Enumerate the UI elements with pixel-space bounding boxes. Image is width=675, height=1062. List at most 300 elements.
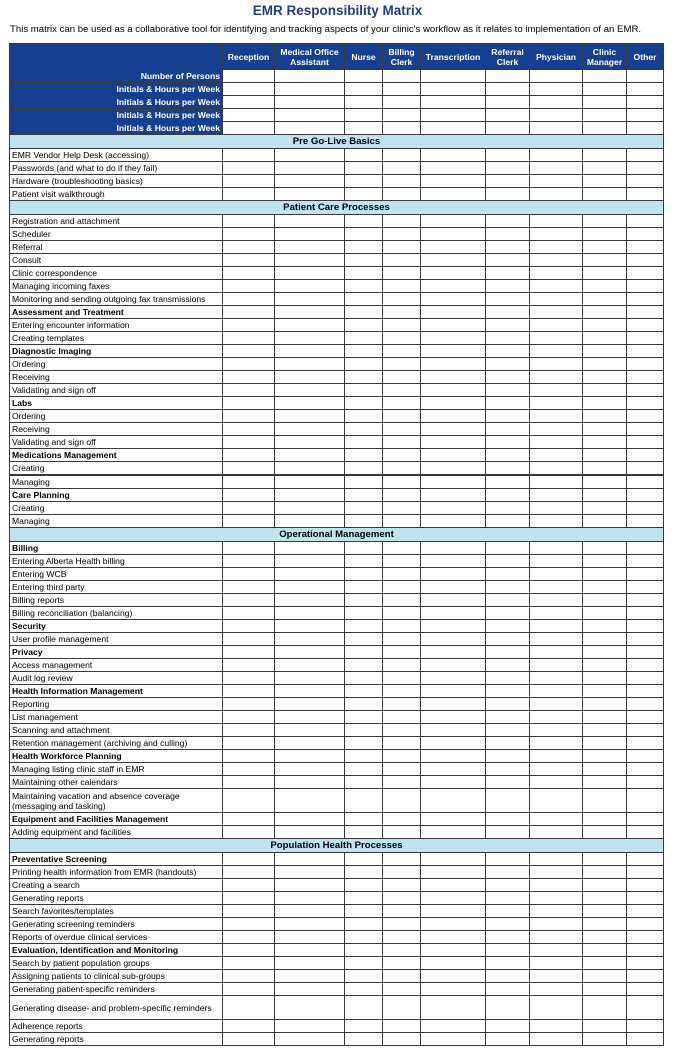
matrix-cell[interactable] (345, 789, 383, 813)
matrix-cell[interactable] (223, 109, 275, 122)
matrix-cell[interactable] (421, 931, 486, 944)
matrix-cell[interactable] (486, 826, 530, 839)
matrix-cell[interactable] (486, 384, 530, 397)
matrix-cell[interactable] (275, 957, 345, 970)
matrix-cell[interactable] (383, 215, 421, 228)
matrix-cell[interactable] (421, 332, 486, 345)
matrix-cell[interactable] (383, 685, 421, 698)
matrix-cell[interactable] (583, 724, 627, 737)
matrix-cell[interactable] (275, 633, 345, 646)
matrix-cell[interactable] (627, 892, 664, 905)
matrix-cell[interactable] (530, 306, 583, 319)
matrix-cell[interactable] (530, 685, 583, 698)
matrix-cell[interactable] (530, 607, 583, 620)
matrix-cell[interactable] (345, 449, 383, 462)
matrix-cell[interactable] (627, 789, 664, 813)
matrix-cell[interactable] (530, 905, 583, 918)
matrix-cell[interactable] (486, 996, 530, 1020)
matrix-cell[interactable] (627, 633, 664, 646)
matrix-cell[interactable] (383, 568, 421, 581)
matrix-cell[interactable] (223, 594, 275, 607)
matrix-cell[interactable] (223, 306, 275, 319)
matrix-cell[interactable] (486, 879, 530, 892)
matrix-cell[interactable] (421, 149, 486, 162)
matrix-cell[interactable] (583, 70, 627, 83)
matrix-cell[interactable] (345, 607, 383, 620)
matrix-cell[interactable] (275, 293, 345, 306)
matrix-cell[interactable] (486, 423, 530, 436)
matrix-cell[interactable] (223, 879, 275, 892)
matrix-cell[interactable] (486, 70, 530, 83)
matrix-cell[interactable] (223, 397, 275, 410)
matrix-cell[interactable] (223, 345, 275, 358)
matrix-cell[interactable] (383, 659, 421, 672)
matrix-cell[interactable] (345, 763, 383, 776)
matrix-cell[interactable] (345, 853, 383, 866)
matrix-cell[interactable] (345, 776, 383, 789)
matrix-cell[interactable] (583, 659, 627, 672)
matrix-cell[interactable] (223, 449, 275, 462)
matrix-cell[interactable] (486, 568, 530, 581)
matrix-cell[interactable] (275, 970, 345, 983)
matrix-cell[interactable] (627, 957, 664, 970)
matrix-cell[interactable] (530, 996, 583, 1020)
matrix-cell[interactable] (486, 813, 530, 826)
matrix-cell[interactable] (275, 931, 345, 944)
matrix-cell[interactable] (383, 594, 421, 607)
matrix-cell[interactable] (583, 866, 627, 879)
matrix-cell[interactable] (486, 215, 530, 228)
matrix-cell[interactable] (421, 620, 486, 633)
matrix-cell[interactable] (530, 555, 583, 568)
matrix-cell[interactable] (275, 737, 345, 750)
matrix-cell[interactable] (583, 423, 627, 436)
matrix-cell[interactable] (583, 319, 627, 332)
matrix-cell[interactable] (345, 332, 383, 345)
matrix-cell[interactable] (530, 789, 583, 813)
matrix-cell[interactable] (275, 646, 345, 659)
matrix-cell[interactable] (627, 918, 664, 931)
matrix-cell[interactable] (275, 711, 345, 724)
matrix-cell[interactable] (530, 568, 583, 581)
matrix-cell[interactable] (223, 319, 275, 332)
matrix-cell[interactable] (223, 83, 275, 96)
matrix-cell[interactable] (223, 241, 275, 254)
matrix-cell[interactable] (486, 892, 530, 905)
matrix-cell[interactable] (583, 698, 627, 711)
matrix-cell[interactable] (275, 515, 345, 528)
matrix-cell[interactable] (421, 970, 486, 983)
matrix-cell[interactable] (486, 175, 530, 188)
matrix-cell[interactable] (486, 763, 530, 776)
matrix-cell[interactable] (223, 436, 275, 449)
matrix-cell[interactable] (421, 646, 486, 659)
matrix-cell[interactable] (530, 397, 583, 410)
matrix-cell[interactable] (583, 685, 627, 698)
matrix-cell[interactable] (275, 918, 345, 931)
matrix-cell[interactable] (583, 228, 627, 241)
matrix-cell[interactable] (421, 659, 486, 672)
matrix-cell[interactable] (345, 162, 383, 175)
matrix-cell[interactable] (383, 931, 421, 944)
matrix-cell[interactable] (530, 853, 583, 866)
matrix-cell[interactable] (275, 109, 345, 122)
matrix-cell[interactable] (383, 698, 421, 711)
matrix-cell[interactable] (383, 944, 421, 957)
matrix-cell[interactable] (345, 944, 383, 957)
matrix-cell[interactable] (530, 866, 583, 879)
matrix-cell[interactable] (383, 502, 421, 515)
matrix-cell[interactable] (383, 345, 421, 358)
matrix-cell[interactable] (345, 70, 383, 83)
matrix-cell[interactable] (583, 1033, 627, 1046)
matrix-cell[interactable] (486, 1020, 530, 1033)
matrix-cell[interactable] (530, 633, 583, 646)
matrix-cell[interactable] (345, 228, 383, 241)
matrix-cell[interactable] (345, 996, 383, 1020)
matrix-cell[interactable] (345, 358, 383, 371)
matrix-cell[interactable] (421, 83, 486, 96)
matrix-cell[interactable] (275, 358, 345, 371)
matrix-cell[interactable] (345, 633, 383, 646)
matrix-cell[interactable] (383, 866, 421, 879)
matrix-cell[interactable] (583, 293, 627, 306)
matrix-cell[interactable] (421, 555, 486, 568)
matrix-cell[interactable] (486, 149, 530, 162)
matrix-cell[interactable] (275, 983, 345, 996)
matrix-cell[interactable] (345, 659, 383, 672)
matrix-cell[interactable] (421, 957, 486, 970)
matrix-cell[interactable] (583, 241, 627, 254)
matrix-cell[interactable] (421, 826, 486, 839)
matrix-cell[interactable] (383, 711, 421, 724)
matrix-cell[interactable] (530, 175, 583, 188)
matrix-cell[interactable] (275, 332, 345, 345)
matrix-cell[interactable] (275, 449, 345, 462)
matrix-cell[interactable] (421, 879, 486, 892)
matrix-cell[interactable] (627, 293, 664, 306)
matrix-cell[interactable] (421, 568, 486, 581)
matrix-cell[interactable] (421, 215, 486, 228)
matrix-cell[interactable] (486, 853, 530, 866)
matrix-cell[interactable] (345, 475, 383, 489)
matrix-cell[interactable] (345, 489, 383, 502)
matrix-cell[interactable] (345, 711, 383, 724)
matrix-cell[interactable] (275, 122, 345, 135)
matrix-cell[interactable] (345, 254, 383, 267)
matrix-cell[interactable] (383, 763, 421, 776)
matrix-cell[interactable] (383, 970, 421, 983)
matrix-cell[interactable] (583, 568, 627, 581)
matrix-cell[interactable] (275, 436, 345, 449)
matrix-cell[interactable] (275, 685, 345, 698)
matrix-cell[interactable] (223, 332, 275, 345)
matrix-cell[interactable] (583, 555, 627, 568)
matrix-cell[interactable] (486, 542, 530, 555)
matrix-cell[interactable] (627, 813, 664, 826)
matrix-cell[interactable] (383, 319, 421, 332)
matrix-cell[interactable] (223, 931, 275, 944)
matrix-cell[interactable] (345, 737, 383, 750)
matrix-cell[interactable] (421, 698, 486, 711)
matrix-cell[interactable] (223, 581, 275, 594)
matrix-cell[interactable] (486, 228, 530, 241)
matrix-cell[interactable] (530, 763, 583, 776)
matrix-cell[interactable] (345, 970, 383, 983)
matrix-cell[interactable] (383, 293, 421, 306)
matrix-cell[interactable] (530, 489, 583, 502)
matrix-cell[interactable] (530, 384, 583, 397)
matrix-cell[interactable] (345, 397, 383, 410)
matrix-cell[interactable] (223, 737, 275, 750)
matrix-cell[interactable] (421, 594, 486, 607)
matrix-cell[interactable] (421, 1033, 486, 1046)
matrix-cell[interactable] (627, 750, 664, 763)
matrix-cell[interactable] (223, 568, 275, 581)
matrix-cell[interactable] (383, 853, 421, 866)
matrix-cell[interactable] (383, 737, 421, 750)
matrix-cell[interactable] (530, 345, 583, 358)
matrix-cell[interactable] (627, 620, 664, 633)
matrix-cell[interactable] (627, 763, 664, 776)
matrix-cell[interactable] (383, 371, 421, 384)
matrix-cell[interactable] (421, 436, 486, 449)
matrix-cell[interactable] (345, 215, 383, 228)
matrix-cell[interactable] (627, 568, 664, 581)
matrix-cell[interactable] (627, 594, 664, 607)
matrix-cell[interactable] (275, 750, 345, 763)
matrix-cell[interactable] (383, 983, 421, 996)
matrix-cell[interactable] (223, 384, 275, 397)
matrix-cell[interactable] (383, 188, 421, 201)
matrix-cell[interactable] (627, 397, 664, 410)
matrix-cell[interactable] (530, 659, 583, 672)
matrix-cell[interactable] (421, 109, 486, 122)
matrix-cell[interactable] (486, 358, 530, 371)
matrix-cell[interactable] (223, 853, 275, 866)
matrix-cell[interactable] (275, 763, 345, 776)
matrix-cell[interactable] (383, 892, 421, 905)
matrix-cell[interactable] (486, 866, 530, 879)
matrix-cell[interactable] (223, 633, 275, 646)
matrix-cell[interactable] (421, 750, 486, 763)
matrix-cell[interactable] (275, 1033, 345, 1046)
matrix-cell[interactable] (583, 358, 627, 371)
matrix-cell[interactable] (421, 853, 486, 866)
matrix-cell[interactable] (345, 306, 383, 319)
matrix-cell[interactable] (530, 1033, 583, 1046)
matrix-cell[interactable] (345, 1033, 383, 1046)
matrix-cell[interactable] (583, 620, 627, 633)
matrix-cell[interactable] (583, 918, 627, 931)
matrix-cell[interactable] (421, 905, 486, 918)
matrix-cell[interactable] (275, 319, 345, 332)
matrix-cell[interactable] (275, 866, 345, 879)
matrix-cell[interactable] (627, 776, 664, 789)
matrix-cell[interactable] (486, 711, 530, 724)
matrix-cell[interactable] (421, 122, 486, 135)
matrix-cell[interactable] (383, 776, 421, 789)
matrix-cell[interactable] (345, 568, 383, 581)
matrix-cell[interactable] (530, 698, 583, 711)
matrix-cell[interactable] (345, 581, 383, 594)
matrix-cell[interactable] (421, 866, 486, 879)
matrix-cell[interactable] (345, 515, 383, 528)
matrix-cell[interactable] (275, 215, 345, 228)
matrix-cell[interactable] (627, 122, 664, 135)
matrix-cell[interactable] (627, 724, 664, 737)
matrix-cell[interactable] (486, 489, 530, 502)
matrix-cell[interactable] (383, 410, 421, 423)
matrix-cell[interactable] (223, 776, 275, 789)
matrix-cell[interactable] (275, 228, 345, 241)
matrix-cell[interactable] (345, 96, 383, 109)
matrix-cell[interactable] (345, 436, 383, 449)
matrix-cell[interactable] (486, 944, 530, 957)
matrix-cell[interactable] (583, 672, 627, 685)
matrix-cell[interactable] (421, 607, 486, 620)
matrix-cell[interactable] (223, 423, 275, 436)
matrix-cell[interactable] (627, 646, 664, 659)
matrix-cell[interactable] (486, 983, 530, 996)
matrix-cell[interactable] (421, 489, 486, 502)
matrix-cell[interactable] (383, 280, 421, 293)
matrix-cell[interactable] (275, 996, 345, 1020)
matrix-cell[interactable] (627, 711, 664, 724)
matrix-cell[interactable] (421, 737, 486, 750)
matrix-cell[interactable] (421, 175, 486, 188)
matrix-cell[interactable] (583, 345, 627, 358)
matrix-cell[interactable] (421, 397, 486, 410)
matrix-cell[interactable] (486, 306, 530, 319)
matrix-cell[interactable] (627, 254, 664, 267)
matrix-cell[interactable] (486, 397, 530, 410)
matrix-cell[interactable] (223, 542, 275, 555)
matrix-cell[interactable] (530, 594, 583, 607)
matrix-cell[interactable] (583, 306, 627, 319)
matrix-cell[interactable] (627, 358, 664, 371)
matrix-cell[interactable] (530, 228, 583, 241)
matrix-cell[interactable] (223, 672, 275, 685)
matrix-cell[interactable] (583, 581, 627, 594)
matrix-cell[interactable] (421, 918, 486, 931)
matrix-cell[interactable] (383, 122, 421, 135)
matrix-cell[interactable] (383, 83, 421, 96)
matrix-cell[interactable] (583, 371, 627, 384)
matrix-cell[interactable] (627, 996, 664, 1020)
matrix-cell[interactable] (530, 423, 583, 436)
matrix-cell[interactable] (275, 879, 345, 892)
matrix-cell[interactable] (486, 776, 530, 789)
matrix-cell[interactable] (421, 371, 486, 384)
matrix-cell[interactable] (583, 957, 627, 970)
matrix-cell[interactable] (627, 489, 664, 502)
matrix-cell[interactable] (627, 931, 664, 944)
matrix-cell[interactable] (530, 215, 583, 228)
matrix-cell[interactable] (530, 542, 583, 555)
matrix-cell[interactable] (275, 267, 345, 280)
matrix-cell[interactable] (275, 241, 345, 254)
matrix-cell[interactable] (383, 542, 421, 555)
matrix-cell[interactable] (275, 489, 345, 502)
matrix-cell[interactable] (275, 826, 345, 839)
matrix-cell[interactable] (530, 122, 583, 135)
matrix-cell[interactable] (583, 122, 627, 135)
matrix-cell[interactable] (345, 813, 383, 826)
matrix-cell[interactable] (627, 215, 664, 228)
matrix-cell[interactable] (383, 672, 421, 685)
matrix-cell[interactable] (486, 241, 530, 254)
matrix-cell[interactable] (530, 449, 583, 462)
matrix-cell[interactable] (421, 345, 486, 358)
matrix-cell[interactable] (583, 410, 627, 423)
matrix-cell[interactable] (383, 633, 421, 646)
matrix-cell[interactable] (275, 371, 345, 384)
matrix-cell[interactable] (223, 70, 275, 83)
matrix-cell[interactable] (583, 813, 627, 826)
matrix-cell[interactable] (583, 267, 627, 280)
matrix-cell[interactable] (530, 149, 583, 162)
matrix-cell[interactable] (627, 149, 664, 162)
matrix-cell[interactable] (530, 646, 583, 659)
matrix-cell[interactable] (627, 698, 664, 711)
matrix-cell[interactable] (421, 581, 486, 594)
matrix-cell[interactable] (530, 254, 583, 267)
matrix-cell[interactable] (345, 122, 383, 135)
matrix-cell[interactable] (275, 555, 345, 568)
matrix-cell[interactable] (223, 750, 275, 763)
matrix-cell[interactable] (583, 254, 627, 267)
matrix-cell[interactable] (223, 866, 275, 879)
matrix-cell[interactable] (627, 607, 664, 620)
matrix-cell[interactable] (345, 423, 383, 436)
matrix-cell[interactable] (583, 633, 627, 646)
matrix-cell[interactable] (486, 905, 530, 918)
matrix-cell[interactable] (421, 944, 486, 957)
matrix-cell[interactable] (223, 711, 275, 724)
matrix-cell[interactable] (530, 944, 583, 957)
matrix-cell[interactable] (223, 944, 275, 957)
matrix-cell[interactable] (223, 293, 275, 306)
matrix-cell[interactable] (345, 646, 383, 659)
matrix-cell[interactable] (530, 96, 583, 109)
matrix-cell[interactable] (627, 475, 664, 489)
matrix-cell[interactable] (421, 542, 486, 555)
matrix-cell[interactable] (275, 384, 345, 397)
matrix-cell[interactable] (421, 449, 486, 462)
matrix-cell[interactable] (486, 371, 530, 384)
matrix-cell[interactable] (345, 149, 383, 162)
matrix-cell[interactable] (223, 515, 275, 528)
matrix-cell[interactable] (627, 384, 664, 397)
matrix-cell[interactable] (486, 1033, 530, 1046)
matrix-cell[interactable] (627, 944, 664, 957)
matrix-cell[interactable] (345, 293, 383, 306)
matrix-cell[interactable] (421, 254, 486, 267)
matrix-cell[interactable] (530, 826, 583, 839)
matrix-cell[interactable] (223, 175, 275, 188)
matrix-cell[interactable] (421, 306, 486, 319)
matrix-cell[interactable] (530, 371, 583, 384)
matrix-cell[interactable] (486, 633, 530, 646)
matrix-cell[interactable] (223, 188, 275, 201)
matrix-cell[interactable] (530, 332, 583, 345)
matrix-cell[interactable] (383, 109, 421, 122)
matrix-cell[interactable] (486, 83, 530, 96)
matrix-cell[interactable] (345, 620, 383, 633)
matrix-cell[interactable] (275, 672, 345, 685)
matrix-cell[interactable] (345, 542, 383, 555)
